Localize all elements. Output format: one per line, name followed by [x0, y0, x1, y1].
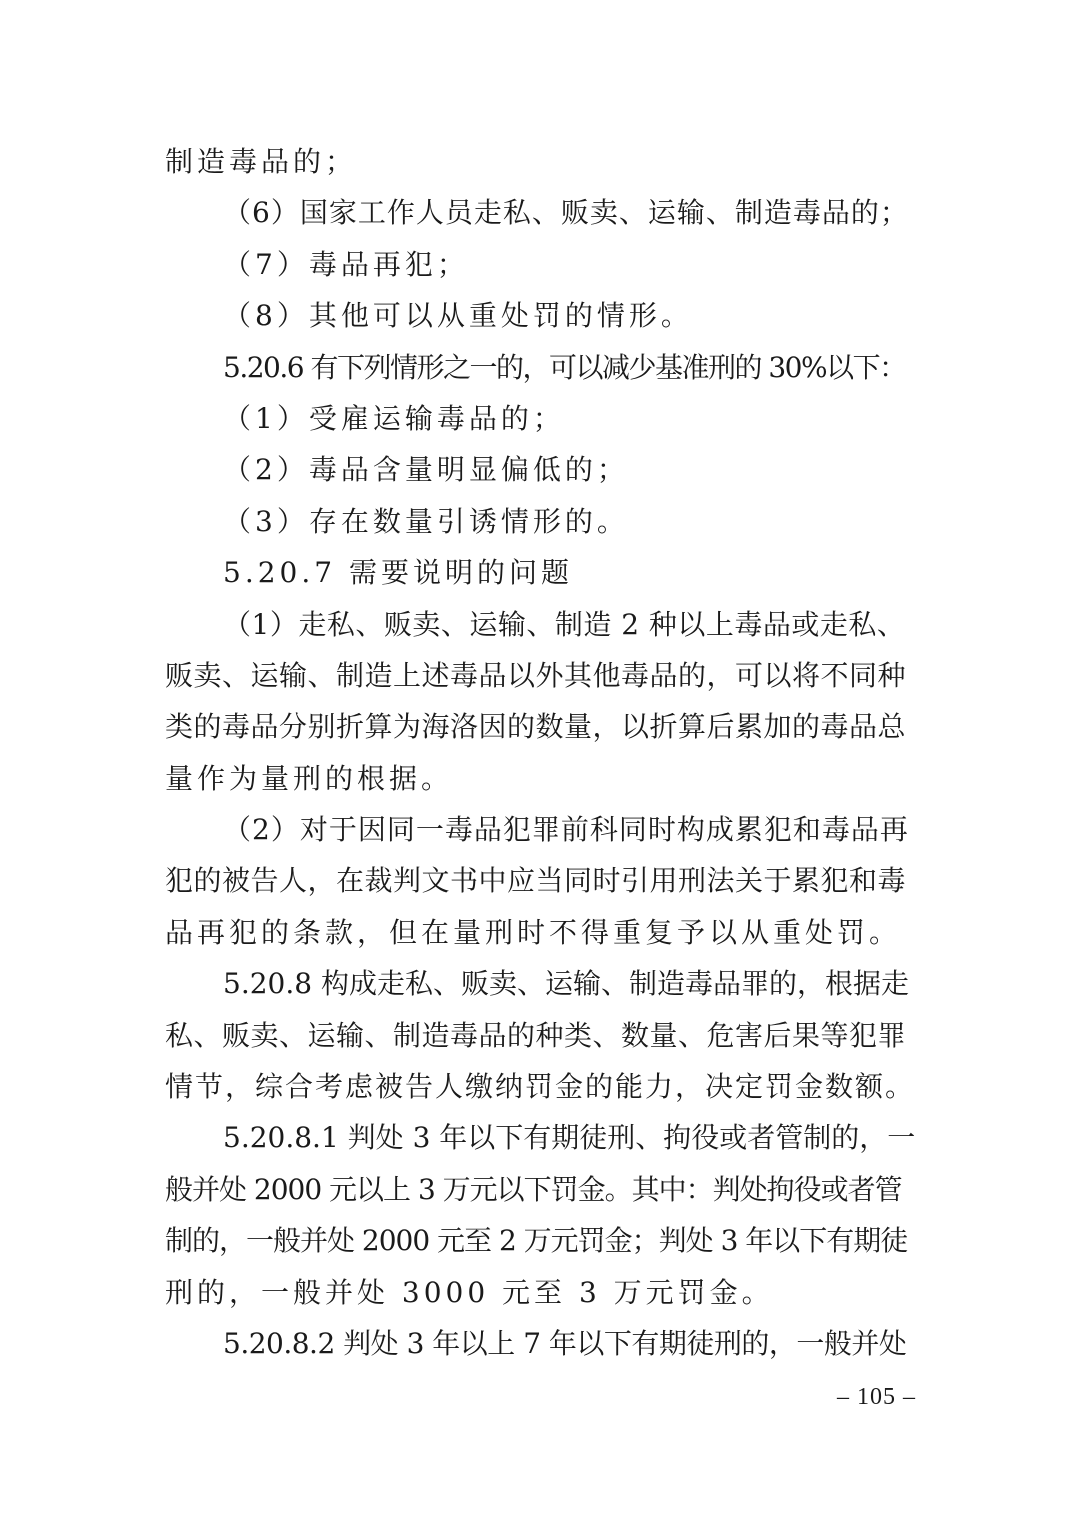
text-line: （2）对于因同一毒品犯罪前科同时构成累犯和毒品再 [223, 813, 909, 847]
page-number: – 105 – [837, 1384, 916, 1410]
text-line: 5.20.7 需要说明的问题 [223, 556, 573, 590]
text-line: （6）国家工作人员走私、贩卖、运输、制造毒品的； [223, 196, 909, 230]
text-line: 5.20.8 构成走私、贩卖、运输、制造毒品罪的，根据走 [223, 967, 909, 1001]
text-line: （2）毒品含量明显偏低的； [223, 453, 629, 487]
text-line: 5.20.8.1 判处 3 年以下有期徒刑、拘役或者管制的，一 [223, 1121, 916, 1155]
text-line: 贩卖、运输、制造上述毒品以外其他毒品的，可以将不同种 [165, 658, 907, 692]
text-line: 刑的，一般并处 3000 元至 3 万元罚金。 [165, 1275, 774, 1309]
text-line: 私、贩卖、运输、制造毒品的种类、数量、危害后果等犯罪 [165, 1018, 907, 1052]
text-line: 犯的被告人，在裁判文书中应当同时引用刑法关于累犯和毒 [165, 864, 907, 898]
text-line: 类的毒品分别折算为海洛因的数量，以折算后累加的毒品总 [165, 710, 907, 744]
text-line: 般并处 2000 元以上 3 万元以下罚金。其中：判处拘役或者管 [165, 1172, 902, 1206]
text-line: 5.20.8.2 判处 3 年以上 7 年以下有期徒刑的，一般并处 [223, 1326, 907, 1360]
text-line: （1）受雇运输毒品的； [223, 401, 565, 435]
text-line: （8）其他可以从重处罚的情形。 [223, 299, 693, 333]
text-line: （1）走私、贩卖、运输、制造 2 种以上毒品或走私、 [223, 607, 906, 641]
text-line: 情节，综合考虑被告人缴纳罚金的能力，决定罚金数额。 [165, 1070, 916, 1104]
text-line: 制造毒品的； [165, 145, 358, 178]
text-line: 量作为量刑的根据。 [165, 761, 454, 795]
text-line: 品再犯的条款，但在量刑时不得重复予以从重处罚。 [165, 915, 902, 949]
text-line: （3）存在数量引诱情形的。 [223, 504, 629, 538]
text-line: 5.20.6 有下列情形之一的，可以减少基准刑的 30%以下： [223, 350, 906, 384]
text-line: （7）毒品再犯； [223, 247, 469, 281]
document-body [165, 136, 917, 1369]
text-line: 制的，一般并处 2000 元至 2 万元罚金；判处 3 年以下有期徒 [165, 1224, 908, 1258]
